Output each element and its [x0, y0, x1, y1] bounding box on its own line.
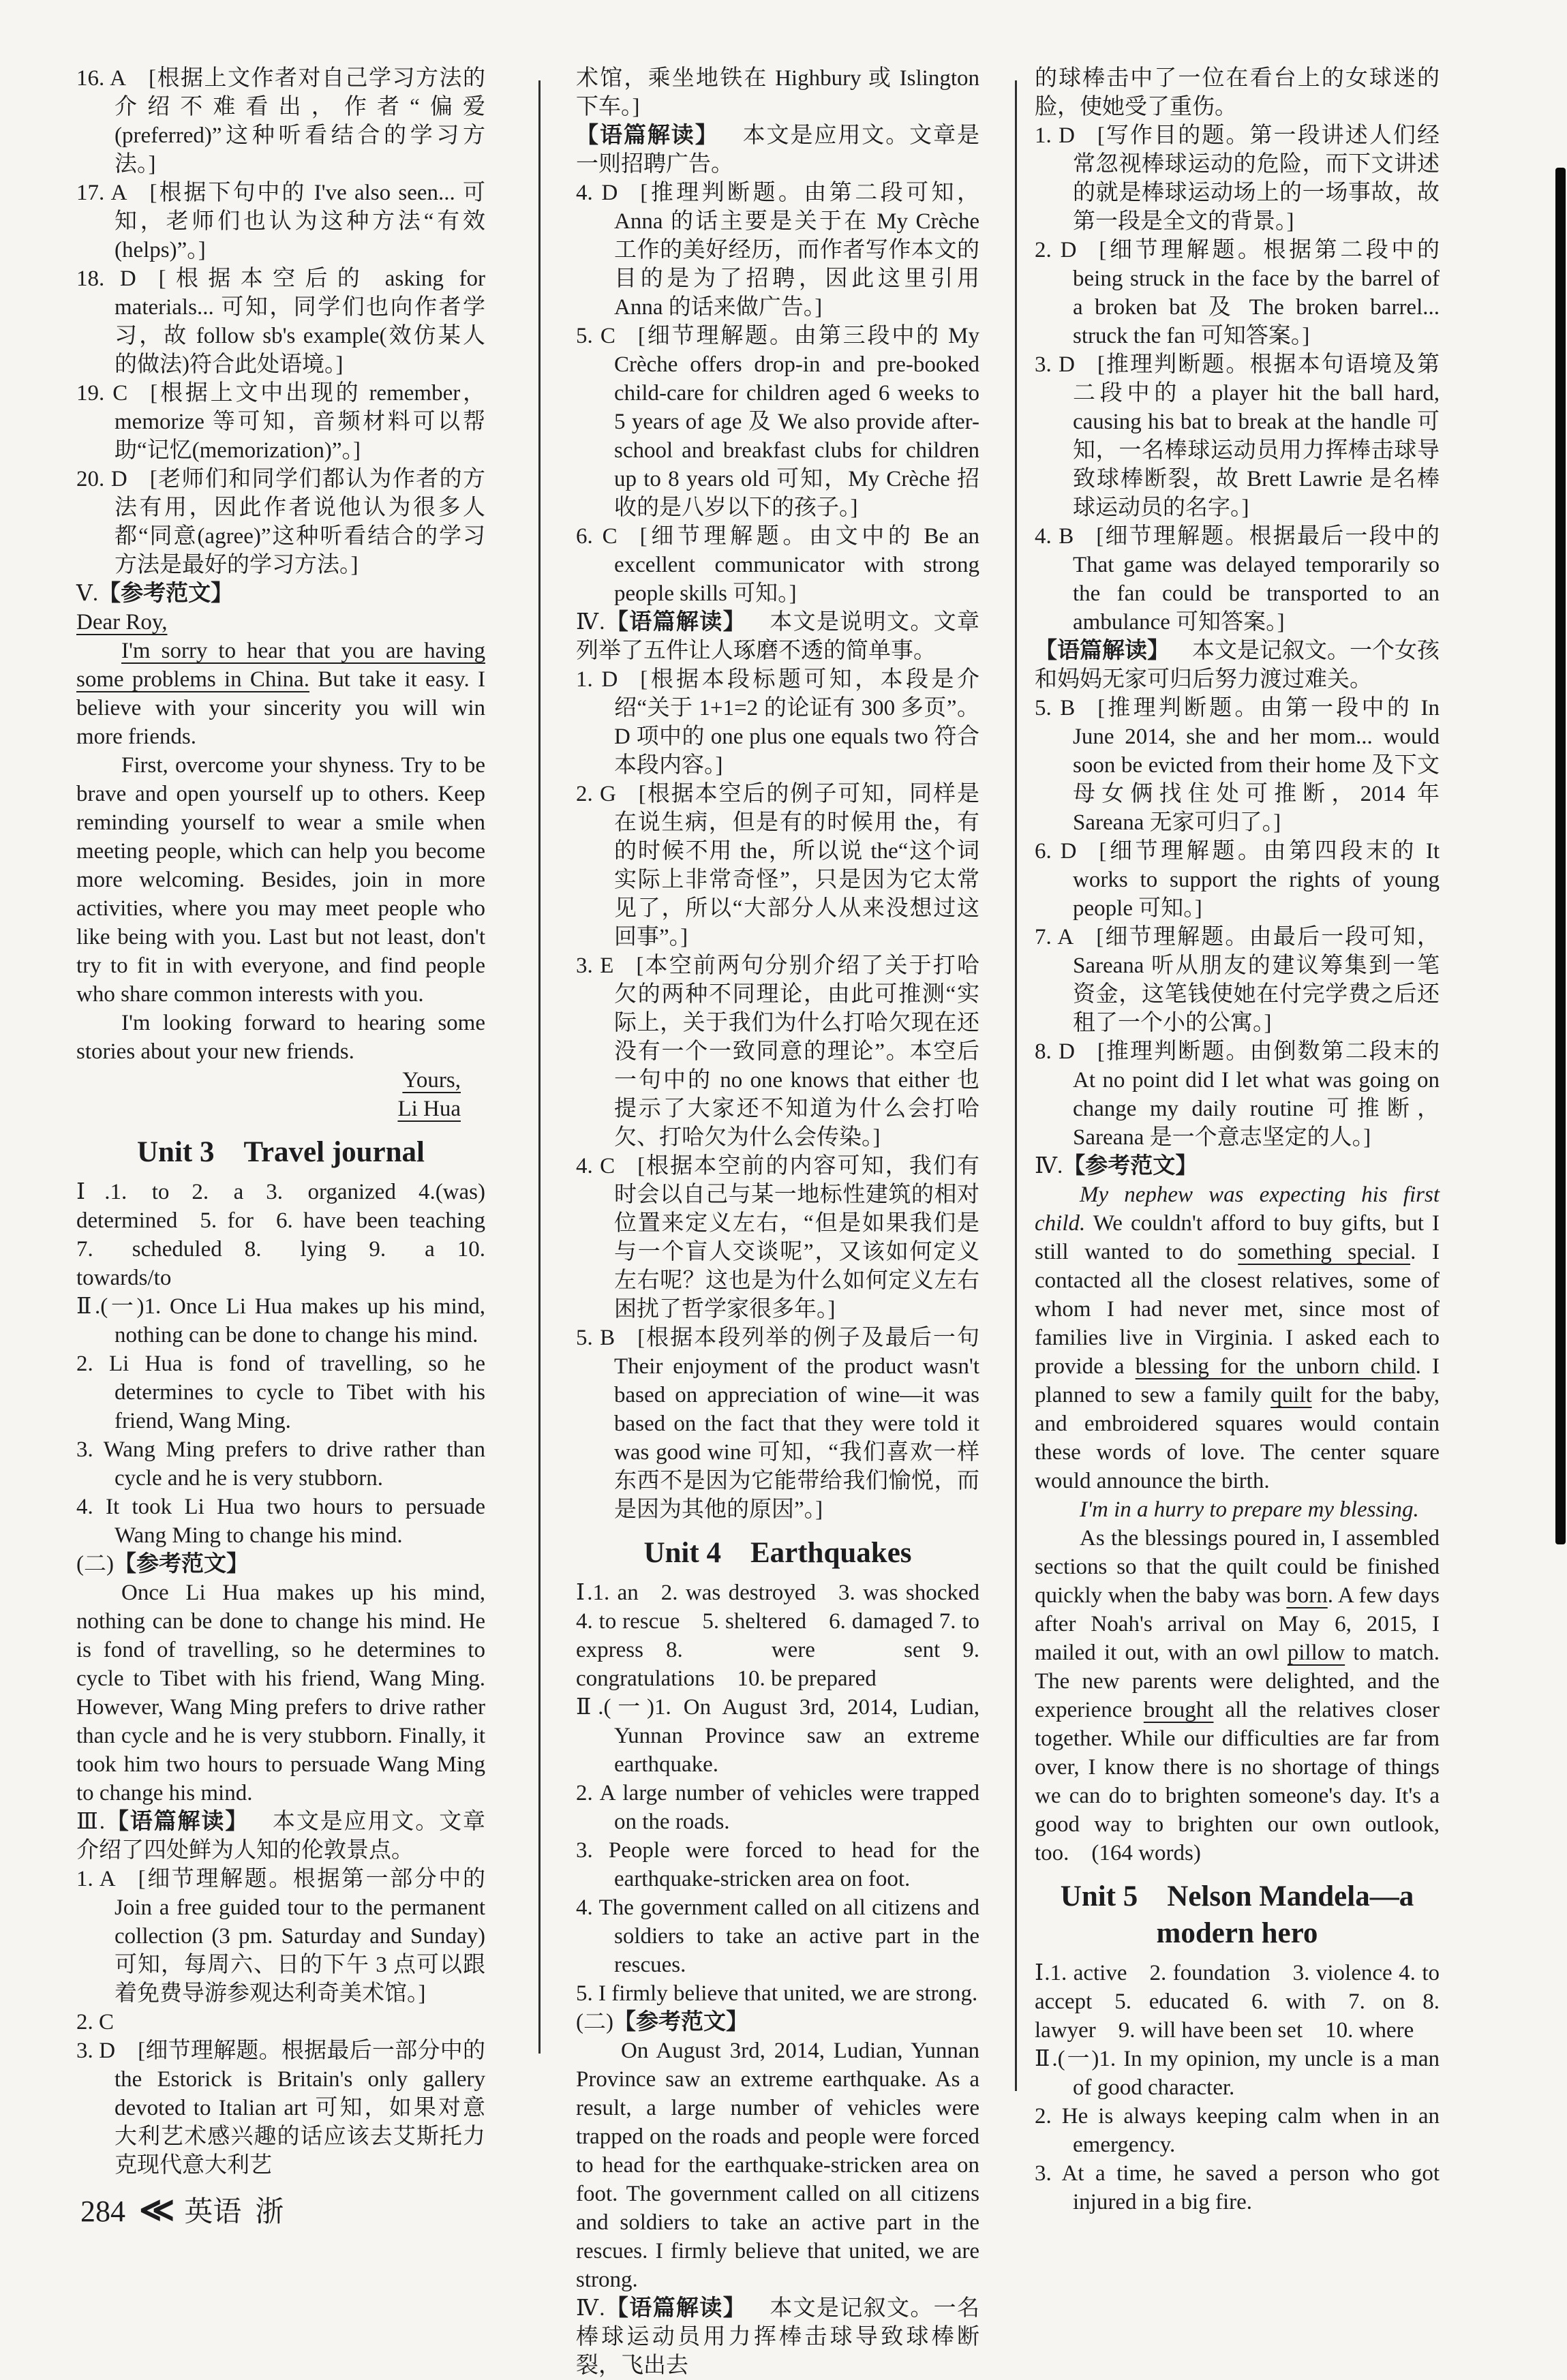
answer-item [576, 1324, 979, 1524]
answer-item [1035, 2045, 1440, 2102]
section-label [76, 579, 485, 608]
text-run: Unit 5 Nelson Mandela—a modern hero [1060, 1880, 1414, 1949]
text-run: (二) [76, 1552, 114, 1576]
essay-paragraph [76, 1009, 485, 1066]
chevrons-icon: ≪ [139, 2191, 171, 2229]
text-run: 6. C [细节理解题。由文中的 Be an excellent communicator with strong people skills 可知。] [576, 524, 979, 606]
text-run: 本文是说明文。文章列举了五件让人琢磨不透的简单事。 [576, 610, 980, 663]
text-run: all the relatives closer together. While our difficulties are far from over, I know there is no shortage of things we can do to brighten someone's day. It's a good way to brighten our own outlook, too. (164 words) [1035, 1698, 1440, 1865]
answer-item [576, 322, 979, 522]
text-run: 3. Wang Ming prefers to drive rather than cycle and he is very stubborn. [76, 1437, 485, 1491]
text-run: 【语篇解读】 [576, 123, 719, 148]
essay-paragraph [1035, 1524, 1440, 1867]
text-run: Once Li Hua makes up his mind, nothing can be done to change his mind. He is fond of travelling, so he determines to cycle to Tibet with his friend, Wang Ming. However, Wang Ming prefers to drive rather than cycle and he is very stubborn. Finally, it took him two hours to persuade Wang Ming to change his mind. [76, 1581, 485, 1805]
text-column-middle [576, 64, 979, 2380]
text-run: 1. A [细节理解题。根据第一部分中的 Join a free guided tour to the permanent collection (3 pm. Saturday and Sunday) 可知，每周六、日的下午 3 点可以跟着免费导游参观达利奇美术馆。] [76, 1867, 485, 2006]
answer-item [76, 264, 485, 379]
unit-heading [1035, 1878, 1440, 1952]
text-run: Ⅱ.(一)1. In my opinion, my uncle is a man of good character. [1035, 2047, 1440, 2100]
answer-item [576, 1693, 979, 1779]
text-run: 5. I firmly believe that united, we are strong. [576, 1981, 978, 2006]
answer-line [1035, 1959, 1440, 2045]
column-divider-1 [538, 80, 541, 2054]
text-run: Ⅱ.(一)1. On August 3rd, 2014, Ludian, Yunnan Province saw an extreme earthquake. [576, 1695, 979, 1777]
answer-line [576, 121, 979, 179]
answer-item [576, 1152, 979, 1324]
region-label: 浙 [255, 2197, 284, 2228]
answer-item [576, 1979, 979, 2008]
text-run: to match. The new parents were delighted, and the experience [1035, 1641, 1440, 1722]
answer-item [76, 1292, 485, 1349]
essay-paragraph [76, 1578, 485, 1807]
text-run: Yours, [402, 1068, 461, 1093]
text-run: 4. It took Li Hua two hours to persuade Wang Ming to change his mind. [76, 1495, 485, 1548]
text-run: Li Hua [397, 1097, 461, 1121]
essay-paragraph [76, 751, 485, 1009]
answer-line [76, 608, 485, 637]
answer-item [1035, 121, 1440, 236]
text-run: Unit 3 Travel journal [136, 1136, 425, 1168]
column-divider-2 [1015, 80, 1017, 2091]
answer-line [576, 608, 979, 665]
text-run: But take it easy. I believe with your sincerity you will win more friends. [76, 667, 485, 749]
answer-item [576, 1836, 979, 1893]
answer-item [1035, 694, 1440, 837]
answer-item [1035, 923, 1440, 1037]
answer-line [76, 1178, 485, 1292]
text-run: . I planned to sew a family [1035, 1354, 1440, 1407]
text-run: 3. E [本空前两句分别介绍了关于打哈欠的两种不同理论，由此可推测“实际上，关于我们为什么打哈欠现在还没有一个一致同意的理论”。本空后一句中的 no one knows that either 也提示了大家还不知道为什么会打哈欠、打哈欠为什么会传染。] [576, 953, 979, 1150]
text-column-left [76, 64, 485, 2180]
text-run: I'm in a hurry to prepare my blessing. [1080, 1497, 1419, 1522]
text-run: pillow [1287, 1641, 1345, 1665]
answer-item [76, 1493, 485, 1550]
text-run: 本文是应用文。文章介绍了四处鲜为人知的伦敦景点。 [76, 1810, 486, 1863]
text-run: 17. A [根据下句中的 I've also seen... 可知，老师们也认为这种方法“有效(helps)”。] [76, 181, 485, 262]
answer-item [576, 665, 979, 780]
series-label: 英语 [184, 2197, 242, 2228]
essay-paragraph [1035, 1180, 1440, 1495]
text-run: 术馆，乘坐地铁在 Highbury 或 Islington 下车。] [576, 66, 979, 119]
text-run: 【参考范文】 [1063, 1154, 1198, 1178]
answer-item [576, 1893, 979, 1979]
text-run: 4. C [根据本空前的内容可知，我们有时会以自己与某一地标性建筑的相对位置来定义左右，“但是如果我们是与一个盲人交谈呢”，又该如何定义左右呢？这也是为什么如何定义左右困扰了哲学家很多年。] [576, 1154, 979, 1322]
text-run: 的球棒击中了一位在看台上的女球迷的脸，使她受了重伤。 [1035, 66, 1440, 119]
answer-item [76, 1349, 485, 1435]
section-label [76, 1550, 485, 1578]
text-run: 5. C [细节理解题。由第三段中的 My Crèche offers drop-in and pre-booked child-care for children aged 6 weeks to 5 years of age 及 We also provide after-school and breakfast clubs for children up to 8 years old 可知，My Crèche 招收的是八岁以下的孩子。] [576, 324, 979, 520]
answer-line [576, 2294, 979, 2380]
answer-line [76, 1807, 485, 1865]
text-run: something special [1238, 1240, 1411, 1264]
page-number: 284 [80, 2195, 125, 2228]
text-run: 5. B [根据本段列举的例子及最后一句 Their enjoyment of the product wasn't based on appreciation of wine—it was based on the fact that they were told it was good wine 可知，“我们喜欢一样东西不是因为它能带给我们愉悦，而是因为其他的原因”。] [576, 1326, 979, 1522]
text-run: Ⅲ. [76, 1810, 105, 1834]
text-run: 【语篇解读】 [605, 610, 746, 635]
answer-line [576, 1578, 979, 1693]
text-run: 【语篇解读】 [605, 2296, 746, 2321]
text-run: 【语篇解读】 [1035, 639, 1170, 663]
page-binding-bar [1555, 168, 1566, 1544]
unit-heading [76, 1134, 485, 1171]
text-run: 2. Li Hua is fond of travelling, so he determines to cycle to Tibet with his friend, Wang Ming. [76, 1352, 485, 1433]
section-label [1035, 1152, 1440, 1180]
text-run: Ⅳ. [1035, 1154, 1063, 1178]
text-run: 1. D [根据本段标题可知，本段是介绍“关于 1+1=2 的论证有 300 多页”。D 项中的 one plus one equals two 符合本段内容。] [576, 667, 979, 778]
text-column-right [1035, 64, 1440, 2216]
text-run: 【语篇解读】 [104, 1810, 249, 1834]
text-run: Ⅳ. [576, 610, 605, 635]
text-run: 1. D [写作目的题。第一段讲述人们经常忽视棒球运动的危险，而下文讲述的就是棒球运动场上的一场事故，故第一段是全文的背景。] [1035, 123, 1440, 234]
text-run: As the blessings poured in, I assembled sections so that the quilt could be finished quickly when the baby was [1035, 1526, 1440, 1608]
answer-item [76, 1865, 485, 2008]
letter-signature [76, 1095, 485, 1123]
answer-item [1035, 837, 1440, 923]
text-run: born [1286, 1583, 1328, 1608]
answer-item [1035, 1037, 1440, 1152]
text-run: 4. The government called on all citizens and soldiers to take an active part in the rescues. [576, 1895, 979, 1977]
text-run: quilt [1271, 1383, 1312, 1407]
text-run: On August 3rd, 2014, Ludian, Yunnan Province saw an extreme earthquake. As a result, a large number of vehicles were trapped on the roads and people were forced to head for the earthquake-stricken area on foot. The government called on all citizens and soldiers to take an active part in the rescues. I firmly believe that united, we are strong. [576, 2039, 979, 2292]
text-run: 7. A [细节理解题。由最后一段可知，Sareana 听从朋友的建议筹集到一笔资金，这笔钱使她在付完学费之后还租了一个小的公寓。] [1035, 925, 1440, 1035]
answer-item [76, 379, 485, 465]
text-run: Ⅳ. [576, 2296, 605, 2321]
text-run: I'm looking forward to hearing some stories about your new friends. [76, 1011, 485, 1064]
answer-line [576, 64, 979, 121]
answer-item [576, 780, 979, 951]
answer-item [76, 179, 485, 264]
answer-item [1035, 2102, 1440, 2159]
text-run: Ⅱ.(一)1. Once Li Hua makes up his mind, nothing can be done to change his mind. [76, 1294, 485, 1347]
text-run: 2. A large number of vehicles were trapped on the roads. [576, 1781, 979, 1834]
text-run: 本文是记叙文。一个女孩和妈妈无家可归后努力渡过难关。 [1035, 639, 1440, 692]
text-run: 本文是应用文。文章是一则招聘广告。 [576, 123, 979, 177]
answer-item [76, 2008, 485, 2036]
answer-item [76, 64, 485, 179]
text-run: 3. People were forced to head for the earthquake-stricken area on foot. [576, 1838, 979, 1891]
answer-item [76, 465, 485, 579]
text-run: 3. At a time, he saved a person who got injured in a big fire. [1035, 2161, 1440, 2214]
answer-line [1035, 64, 1440, 121]
text-run: 本文是记叙文。一名棒球运动员用力挥棒击球导致球棒断裂，飞出去 [576, 2296, 980, 2378]
text-run: 【参考范文】 [613, 2010, 748, 2034]
text-run: 4. D [推理判断题。由第二段可知，Anna 的话主要是关于在 My Crèche 工作的美好经历，而作者写作本文的目的是为了招聘，因此这里引用 Anna 的话来做广告。] [576, 181, 979, 320]
page-footer [80, 2189, 284, 2230]
section-label [576, 2008, 979, 2036]
essay-paragraph [1035, 1495, 1440, 1524]
text-run: Ⅰ.1. to 2. a 3. organized 4.(was) determined 5. for 6. have been teaching 7. scheduled 8. lying 9. a 10. towards/to [76, 1180, 485, 1290]
text-run: We couldn't afford to buy gifts, but I still wanted to do [1035, 1211, 1440, 1264]
letter-signature [76, 1066, 485, 1095]
text-run: I'm sorry to hear that you are having some problems in China. [76, 639, 485, 692]
answer-line [1035, 637, 1440, 694]
unit-heading [576, 1535, 979, 1572]
answer-item [576, 522, 979, 608]
answer-item [576, 1779, 979, 1836]
text-run: Ⅰ.1. an 2. was destroyed 3. was shocked 4. to rescue 5. sheltered 6. damaged 7. to express 8. were sent 9. congratulations 10. be prepared [576, 1581, 979, 1691]
text-run: My nephew was expecting his first child. [1035, 1183, 1440, 1236]
text-run: blessing for the unborn child [1135, 1354, 1416, 1379]
text-run: 4. B [细节理解题。根据最后一段中的 That game was delayed temporarily so the fan could be transported to an ambulance 可知答案。] [1035, 524, 1440, 635]
text-run: Ⅰ.1. active 2. foundation 3. violence 4. to accept 5. educated 6. with 7. on 8. lawyer 9. will have been set 10. where [1035, 1961, 1440, 2043]
answer-item [76, 2036, 485, 2180]
text-run: 【参考范文】 [113, 1552, 249, 1576]
text-run: 19. C [根据上文中出现的 remember，memorize 等可知，音频材料可以帮助“记忆(memorization)”。] [76, 381, 485, 463]
text-run: Dear Roy, [76, 610, 168, 635]
answer-item [1035, 236, 1440, 350]
text-run: 8. D [推理判断题。由倒数第二段末的 At no point did I let what was going on change my daily routine 可推断，Sareana 是一个意志坚定的人。] [1035, 1039, 1440, 1150]
text-run: 【参考范文】 [98, 581, 234, 606]
text-run: Ⅴ. [76, 581, 99, 606]
text-run: 3. D [推理判断题。根据本句语境及第二段中的 a player hit the ball hard, causing his bat to break at the handle 可知，一名棒球运动员用力挥棒击球导致球棒断裂，故 Brett Lawrie 是名棒球运动员的名字。] [1035, 352, 1440, 520]
text-run: (二) [576, 2010, 613, 2034]
answer-item [1035, 350, 1440, 522]
essay-paragraph [76, 637, 485, 751]
essay-paragraph [576, 2036, 979, 2294]
answer-item [1035, 522, 1440, 637]
text-run: Unit 4 Earthquakes [643, 1537, 912, 1569]
answer-item [576, 951, 979, 1152]
text-run: 3. D [细节理解题。根据最后一部分中的 the Estorick is Britain's only gallery devoted to Italian art 可知，如果对意大利艺术感兴趣的话应该去艾斯托力克现代意大利艺 [76, 2039, 485, 2178]
text-run: 2. G [根据本空后的例子可知，同样是在说生病，但是有的时候用 the，有的时候不用 the，所以说 the“这个词实际上非常奇怪”，只是因为它太常见了，所以“大部分人从来没想过这回事”。] [576, 782, 979, 949]
text-run: 2. C [76, 2010, 115, 2034]
text-run: 5. B [推理判断题。由第一段中的 In June 2014, she and her mom... would soon be evicted from their home 及下文母女俩找住处可推断，2014 年 Sareana 无家可归了。] [1035, 696, 1440, 835]
text-run: First, overcome your shyness. Try to be brave and open yourself up to others. Keep reminding yourself to wear a smile when meeting people, which can help you become more welcoming. Besides, join in more activities, where you may meet people who like being with you. Last but not least, don't try to fit in with everyone, and find people who share common interests with you. [76, 753, 485, 1007]
answer-item [576, 179, 979, 322]
text-run: brought [1143, 1698, 1214, 1722]
text-run: for the baby, and embroidered squares would contain these words of love. The center square would announce the birth. [1035, 1383, 1440, 1493]
text-run: 20. D [老师们和同学们都认为作者的方法有用，因此作者说他认为很多人都“同意(agree)”这种听看结合的学习方法是最好的学习方法。] [76, 467, 485, 577]
text-run: . A few days after Noah's arrival on May 6, 2015, I mailed it out, with an owl [1035, 1583, 1440, 1665]
text-run: 2. He is always keeping calm when in an emergency. [1035, 2104, 1440, 2157]
answer-item [1035, 2159, 1440, 2216]
text-run: 18. D [根据本空后的 asking for materials... 可知，同学们也向作者学习，故 follow sb's example(效仿某人的做法)符合此处语境。] [76, 266, 485, 377]
text-run: . I contacted all the closest relatives, some of whom I had never met, since most of families live in Virginia. I asked each to provide a [1035, 1240, 1440, 1379]
answer-item [76, 1435, 485, 1493]
text-run: 6. D [细节理解题。由第四段末的 It works to support the rights of young people 可知。] [1035, 839, 1440, 921]
text-run: 16. A [根据上文作者对自己学习方法的介绍不难看出，作者“偏爱(preferred)”这种听看结合的学习方法。] [76, 66, 485, 177]
text-run: 2. D [细节理解题。根据第二段中的 being struck in the face by the barrel of a broken bat 及 The broken barrel... struck the fan 可知答案。] [1035, 238, 1440, 348]
